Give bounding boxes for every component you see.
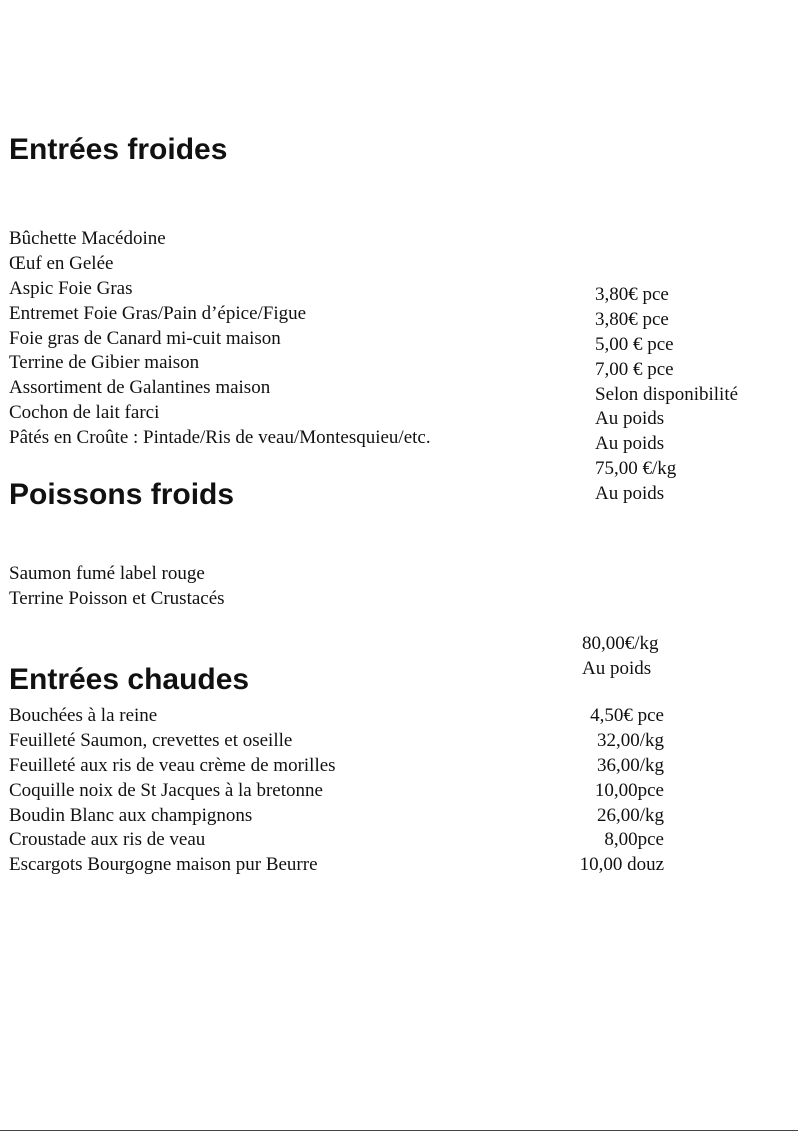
menu-price: 3,80€ pce <box>595 284 669 305</box>
menu-item: Saumon fumé label rouge <box>9 563 205 584</box>
menu-item: Boudin Blanc aux champignons <box>9 804 253 826</box>
menu-price: Au poids <box>595 408 665 430</box>
menu-price: Au poids <box>595 433 665 455</box>
menu-item: Terrine Poisson et Crustacés <box>9 587 225 609</box>
menu-item: Cochon de lait farci <box>9 402 160 424</box>
entrees-froides-price-list <box>595 283 738 507</box>
menu-price: 8,00pce <box>604 829 664 851</box>
section-title-poissons-froids: Poissons froids <box>9 478 235 511</box>
menu-item: Assortiment de Galantines maison <box>9 377 271 399</box>
menu-price: Selon disponibilité <box>595 383 739 405</box>
menu-price: 7,00 € pce <box>595 358 674 380</box>
menu-price: 5,00 € pce <box>595 333 674 355</box>
section-title-entrees-chaudes: Entrées chaudes <box>9 663 250 696</box>
entrees-chaudes-price-list <box>540 704 664 878</box>
menu-item: Aspic Foie Gras <box>9 277 133 299</box>
menu-item: Foie gras de Canard mi-cuit maison <box>9 327 281 349</box>
menu-price: 10,00 douz <box>579 854 664 876</box>
menu-price: 10,00pce <box>594 779 664 801</box>
menu-item: Croustade aux ris de veau <box>9 829 206 851</box>
page-bottom-divider <box>0 1130 798 1131</box>
menu-item: Escargots Bourgogne maison pur Beurre <box>9 854 318 876</box>
menu-price: 32,00/kg <box>596 729 664 751</box>
menu-item: Bûchette Macédoine <box>9 228 166 249</box>
menu-price: 36,00/kg <box>596 754 664 776</box>
section-title-entrees-froides: Entrées froides <box>9 133 228 166</box>
menu-price: 26,00/kg <box>596 804 664 826</box>
menu-price: 75,00 €/kg <box>595 458 677 480</box>
menu-item: Feuilleté Saumon, crevettes et oseille <box>9 729 293 751</box>
poissons-froids-item-list <box>9 562 225 612</box>
menu-item: Œuf en Gelée <box>9 252 114 274</box>
menu-price: Au poids <box>595 483 665 505</box>
menu-price: Au poids <box>582 657 652 679</box>
entrees-froides-item-list <box>9 227 431 451</box>
entrees-chaudes-item-list <box>9 704 336 878</box>
menu-item: Pâtés en Croûte : Pintade/Ris de veau/Montesquieu/etc. <box>9 427 431 449</box>
menu-item: Feuilleté aux ris de veau crème de morilles <box>9 754 336 776</box>
menu-price: 3,80€ pce <box>595 308 669 330</box>
menu-item: Bouchées à la reine <box>9 705 158 726</box>
menu-item: Entremet Foie Gras/Pain d’épice/Figue <box>9 302 307 324</box>
menu-price: 80,00€/kg <box>582 633 659 654</box>
menu-price: 4,50€ pce <box>590 705 664 726</box>
menu-item: Terrine de Gibier maison <box>9 352 200 374</box>
menu-item: Coquille noix de St Jacques à la bretonne <box>9 779 323 801</box>
poissons-froids-price-list <box>582 632 659 682</box>
